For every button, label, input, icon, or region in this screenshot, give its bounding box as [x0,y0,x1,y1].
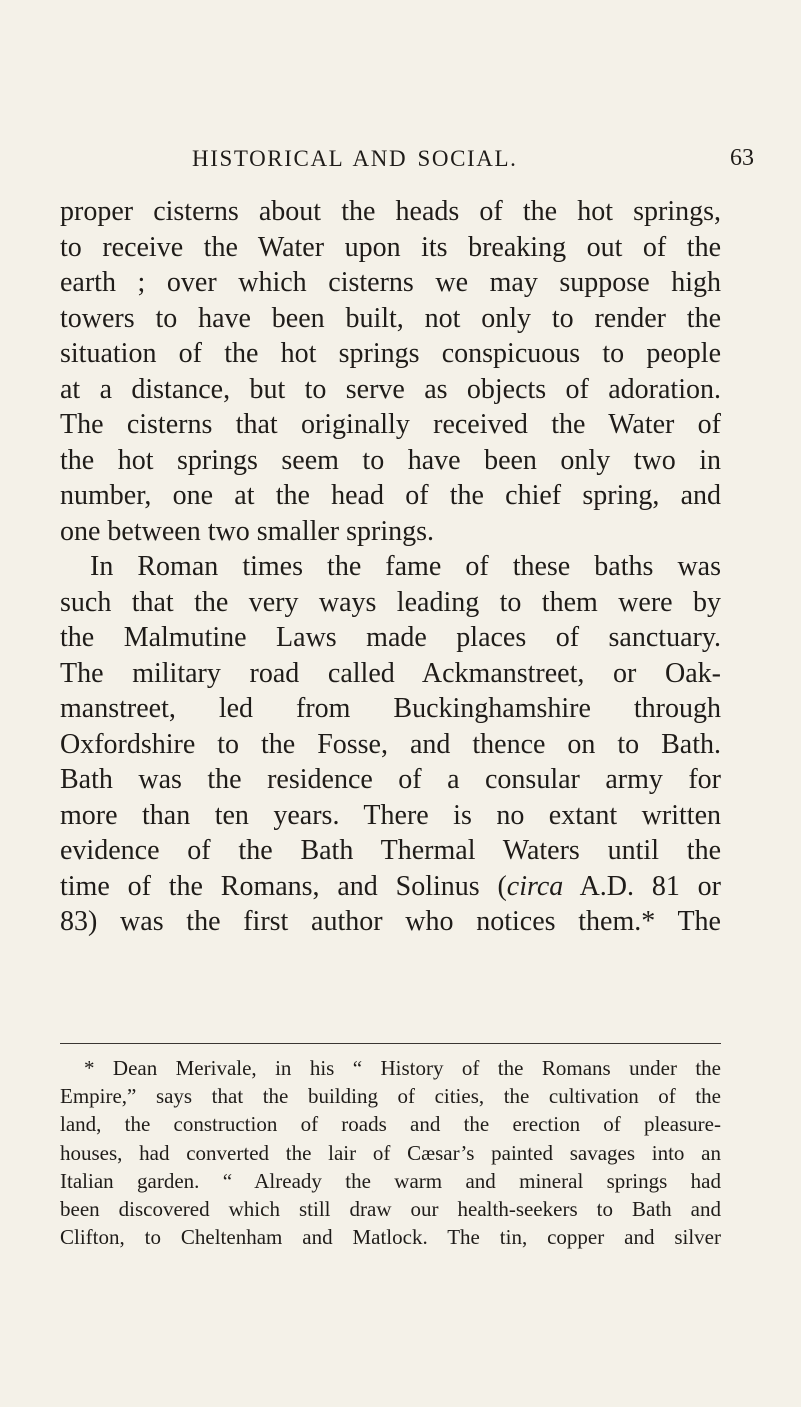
body-line-1: proper cisterns about the heads of the hot springs, [60,196,721,227]
footnote-line-2: Empire,” says that the building of cities, the cultivation of the [60,1084,721,1109]
body-line-10: one between two smaller springs. [60,515,435,547]
running-title: HISTORICAL AND SOCIAL. [192,146,518,171]
footnote-line-3: land, the construction of roads and the erection of pleasure- [60,1112,721,1137]
body-line-17: Bath was the residence of a consular army for [60,764,721,795]
page-number: 63 [730,145,754,171]
body-line-20-end: A.D. 81 or [563,870,721,902]
body-line-9: number, one at the head of the chief spring, and [60,480,721,511]
footnote-line-4: houses, had converted the lair of Cæsar’s painted savages into an [60,1140,721,1165]
body-line-20-italic: circa [506,870,564,902]
body-line-7: The cisterns that originally received the Water of [60,409,721,440]
footnote-line-7: Clifton, to Cheltenham and Matlock. The tin, copper and silver [60,1225,721,1250]
body-line-6: at a distance, but to serve as objects of adoration. [60,373,721,405]
footnote-rule [60,1043,721,1044]
footnote-line-6: been discovered which still draw our health-seekers to Bath and [60,1196,721,1221]
body-text [60,194,721,940]
body-line-18: more than ten years. There is no extant written [60,799,721,831]
body-line-19: evidence of the Bath Thermal Waters until the [60,835,721,866]
body-line-8: the hot springs seem to have been only two in [60,444,721,476]
body-line-3: earth ; over which cisterns we may suppose high [60,267,721,298]
body-line-16: Oxfordshire to the Fosse, and thence on to Bath. [60,728,721,760]
body-line-20-start: time of the Romans, and Solinus ( [60,870,507,902]
body-line-11: In Roman times the fame of these baths was [90,551,721,582]
body-line-20 [60,869,721,905]
footnote [60,1054,721,1251]
body-line-5: situation of the hot springs conspicuous to people [60,338,721,369]
footnote-line-5: Italian garden. “ Already the warm and mineral springs had [60,1168,721,1193]
body-line-21: 83) was the first author who notices them.* The [60,906,721,937]
running-head [0,144,801,174]
body-line-13: the Malmutine Laws made places of sanctuary. [60,622,721,653]
body-line-14: The military road called Ackmanstreet, or Oak- [60,657,721,689]
footnote-line-1: * Dean Merivale, in his “ History of the Romans under the [84,1056,721,1080]
body-line-15: manstreet, led from Buckinghamshire through [60,693,721,724]
body-line-4: towers to have been built, not only to render the [60,302,721,334]
body-line-2: to receive the Water upon its breaking out of the [60,231,721,263]
body-line-12: such that the very ways leading to them were by [60,586,721,618]
